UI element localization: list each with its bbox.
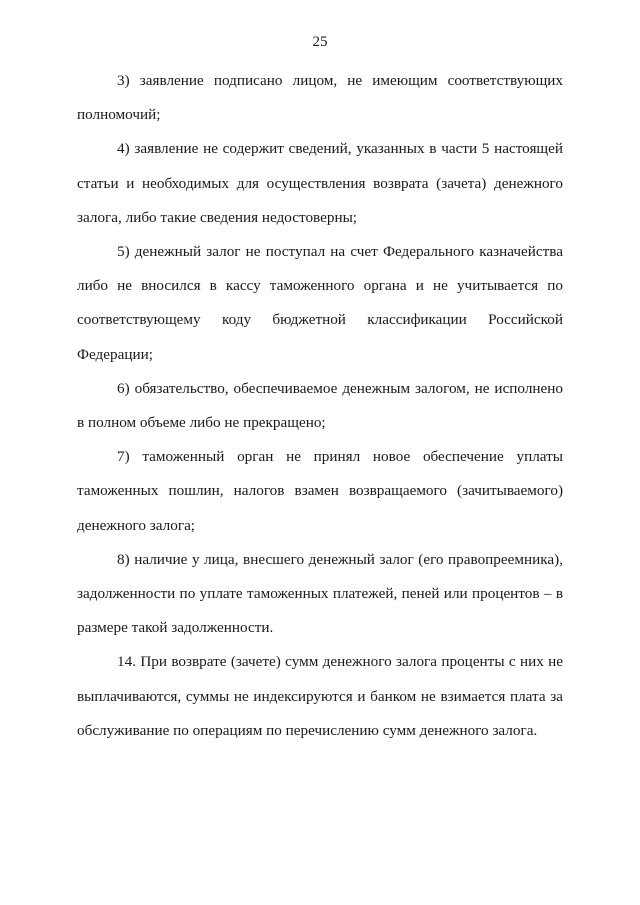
paragraph-item-3: 3) заявление подписано лицом, не имеющим соответствующих полномочий; [77, 72, 563, 124]
paragraph-item-5: 5) денежный залог не поступал на счет Федерального казначейства либо не вносился в кассу таможенного органа и не учитывается по соответствующему коду бюджетной классификации Российской Федерации; [77, 243, 563, 363]
paragraph-item-7: 7) таможенный орган не принял новое обеспечение уплаты таможенных пошлин, налогов взамен возвращаемого (зачитываемого) денежного залога; [77, 448, 563, 534]
document-body [77, 64, 563, 748]
paragraph-item-4: 4) заявление не содержит сведений, указанных в части 5 настоящей статьи и необходимых для осуществления возврата (зачета) денежного залога, либо такие сведения недостоверны; [77, 140, 563, 226]
paragraph-item-8: 8) наличие у лица, внесшего денежный залог (его правопреемника), задолженности по уплате таможенных платежей, пеней или процентов – в размере такой задолженности. [77, 550, 563, 637]
paragraph-section-14: 14. При возврате (зачете) сумм денежного залога проценты с них не выплачиваются, суммы не индексируются и банком не взимается плата за обслуживание по операциям по перечислению сумм денежного залога. [77, 653, 563, 739]
paragraph-item-6: 6) обязательство, обеспечиваемое денежным залогом, не исполнено в полном объеме либо не прекращено; [77, 379, 563, 432]
page-number: 25 [312, 34, 328, 50]
